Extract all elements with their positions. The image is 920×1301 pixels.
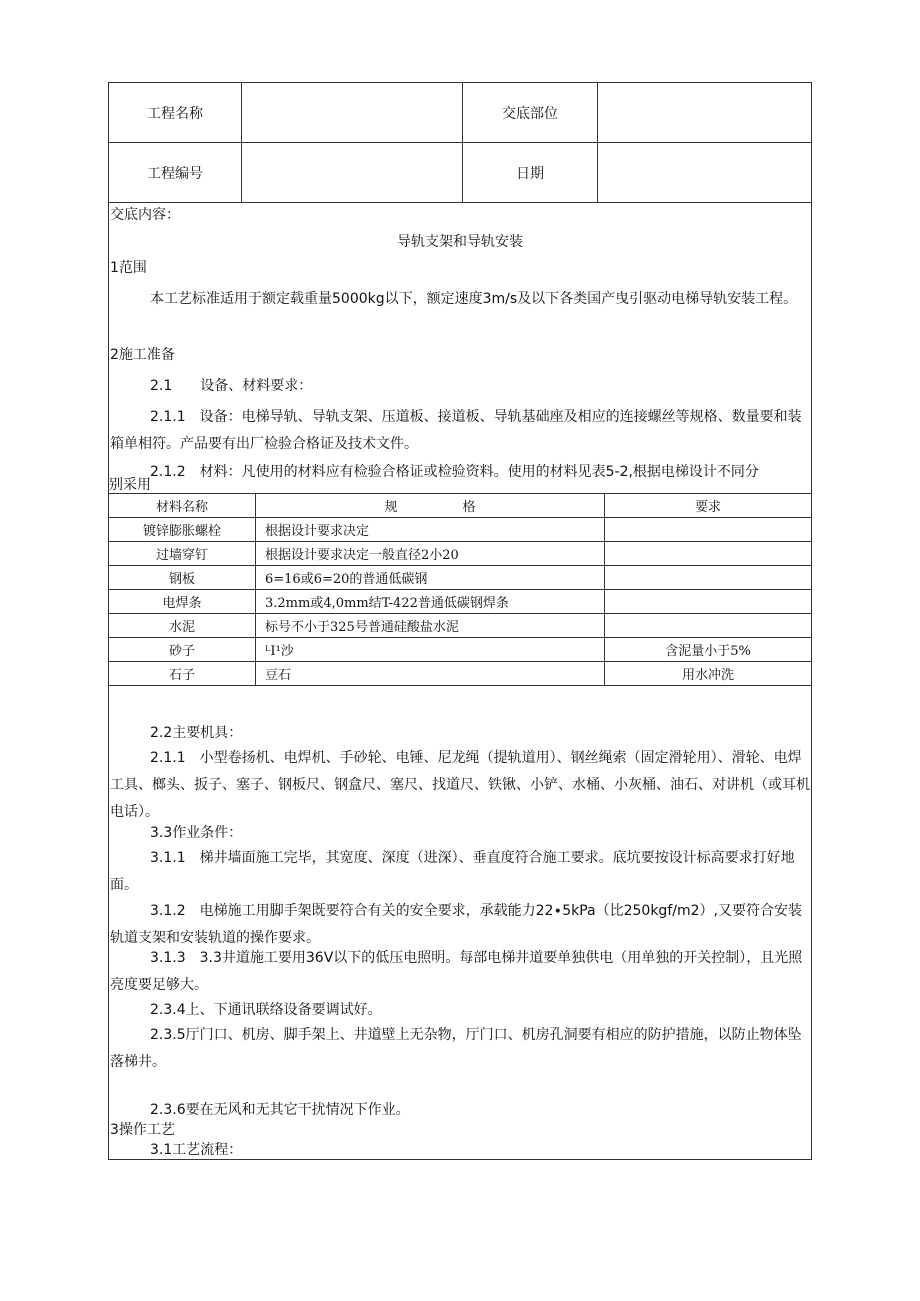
material-name: 石子 bbox=[109, 662, 256, 686]
material-spec: 根据设计要求决定一般直径2小20 bbox=[256, 542, 605, 566]
location-label: 交底部位 bbox=[463, 83, 598, 143]
project-no-label: 工程编号 bbox=[109, 143, 242, 203]
section-2-3-6: 2.3.6要在无风和无其它干扰情况下作业。 bbox=[150, 1102, 410, 1118]
material-req bbox=[605, 566, 812, 590]
table-row bbox=[109, 590, 811, 614]
material-spec: 3.2mm或4,0mm结T-422普通低碳钢焊条 bbox=[256, 590, 605, 614]
material-name: 钢板 bbox=[109, 566, 256, 590]
date-label: 日期 bbox=[463, 143, 598, 203]
materials-header-name: 材料名称 bbox=[109, 494, 256, 518]
section-2-1: 2.1 设备、材料要求： bbox=[150, 378, 313, 394]
section-1-heading: 1范围 bbox=[110, 260, 147, 276]
material-req bbox=[605, 590, 812, 614]
material-name: 水泥 bbox=[109, 614, 256, 638]
header-table bbox=[109, 83, 811, 203]
project-no-value[interactable] bbox=[242, 143, 463, 203]
table-row bbox=[109, 662, 811, 686]
materials-header-spec: 规 格 bbox=[256, 494, 605, 518]
disclosure-form bbox=[108, 82, 812, 1160]
material-spec: 豆石 bbox=[256, 662, 605, 686]
project-name-value[interactable] bbox=[242, 83, 463, 143]
material-spec: 6=16或6=20的普通低碳钢 bbox=[256, 566, 605, 590]
section-2-1-2: 2.1.2 材料：凡使用的材料应有检验合格证或检验资料。使用的材料见表5-2,根据电梯设计不同分 bbox=[150, 464, 759, 480]
material-req: 含泥量小于5% bbox=[605, 638, 812, 662]
table-row bbox=[109, 614, 811, 638]
project-name-label: 工程名称 bbox=[109, 83, 242, 143]
section-2-1-1: 2.1.1 设备：电梯导轨、导轨支架、压道板、接道板、导轨基础座及相应的连接螺丝等规格、数量要和装箱单相符。产品要有出厂检验合格证及技术文件。 bbox=[110, 409, 802, 452]
material-spec: ᴸI¹沙 bbox=[256, 638, 605, 662]
section-2-2: 2.2主要机具： bbox=[150, 725, 243, 741]
material-spec: 根据设计要求决定 bbox=[256, 518, 605, 542]
material-name: 过墙穿钉 bbox=[109, 542, 256, 566]
section-3-3: 3.3作业条件： bbox=[150, 825, 243, 841]
material-req bbox=[605, 542, 812, 566]
material-name: 镀锌膨胀螺栓 bbox=[109, 518, 256, 542]
material-req bbox=[605, 614, 812, 638]
doc-title: 导轨支架和导轨安装 bbox=[397, 234, 523, 250]
materials-header-req: 要求 bbox=[605, 494, 812, 518]
materials-header-row bbox=[109, 494, 811, 518]
section-3-1: 3.1工艺流程： bbox=[150, 1142, 243, 1158]
table-row bbox=[109, 638, 811, 662]
material-name: 电焊条 bbox=[109, 590, 256, 614]
table-row bbox=[109, 542, 811, 566]
location-value[interactable] bbox=[598, 83, 812, 143]
section-3-heading: 3操作工艺 bbox=[110, 1122, 175, 1138]
section-2-heading: 2施工准备 bbox=[110, 347, 175, 363]
section-2-3-5: 2.3.5厅门口、机房、脚手架上、井道壁上无杂物，厅门口、机房孔洞要有相应的防护措施，以防止物体坠落梯井。 bbox=[110, 1027, 802, 1070]
table-row bbox=[109, 566, 811, 590]
cutoff-text-span: 别采用 bbox=[109, 477, 151, 493]
material-req bbox=[605, 518, 812, 542]
material-req: 用水冲洗 bbox=[605, 662, 812, 686]
table-row bbox=[109, 518, 811, 542]
date-value[interactable] bbox=[598, 143, 812, 203]
section-2-3-4: 2.3.4上、下通讯联络设备要调试好。 bbox=[150, 1002, 382, 1018]
intro-label: 交底内容： bbox=[110, 207, 180, 223]
material-spec: 标号不小于325号普通硅酸盐水泥 bbox=[256, 614, 605, 638]
section-2-2-1-1: 2.1.1 小型卷扬机、电焊机、手砂轮、电锤、尼龙绳（提轨道用）、钢丝绳索（固定滑轮用）、滑轮、电焊工具、榔头、扳子、塞子、钢板尺、钢盒尺、塞尺、找道尺、铁锹、小铲、水桶、小灰桶、油石、对讲机（或耳机电话）。 bbox=[110, 750, 810, 820]
materials-table bbox=[109, 493, 811, 686]
section-3-1-1: 3.1.1 梯井墙面施工完毕，其宽度、深度（进深）、垂直度符合施工要求。底坑要按设计标高要求打好地面。 bbox=[110, 850, 795, 893]
section-3-1-2: 3.1.2 电梯施工用脚手架既要符合有关的安全要求，承载能力22∙5kPa（比250kgf∕m2）,又要符合安装轨道支架和安装轨道的操作要求。 bbox=[110, 903, 802, 946]
section-3-1-3: 3.1.3 3.3井道施工要用36V以下的低压电照明。每部电梯井道要单独供电（用单独的开关控制），且光照亮度要足够大。 bbox=[110, 950, 803, 993]
section-1-text: 本工艺标准适用于额定载重量5000kg以下，额定速度3m∕s及以下各类国产曳引驱动电梯导轨安装工程。 bbox=[150, 291, 798, 307]
material-name: 砂子 bbox=[109, 638, 256, 662]
